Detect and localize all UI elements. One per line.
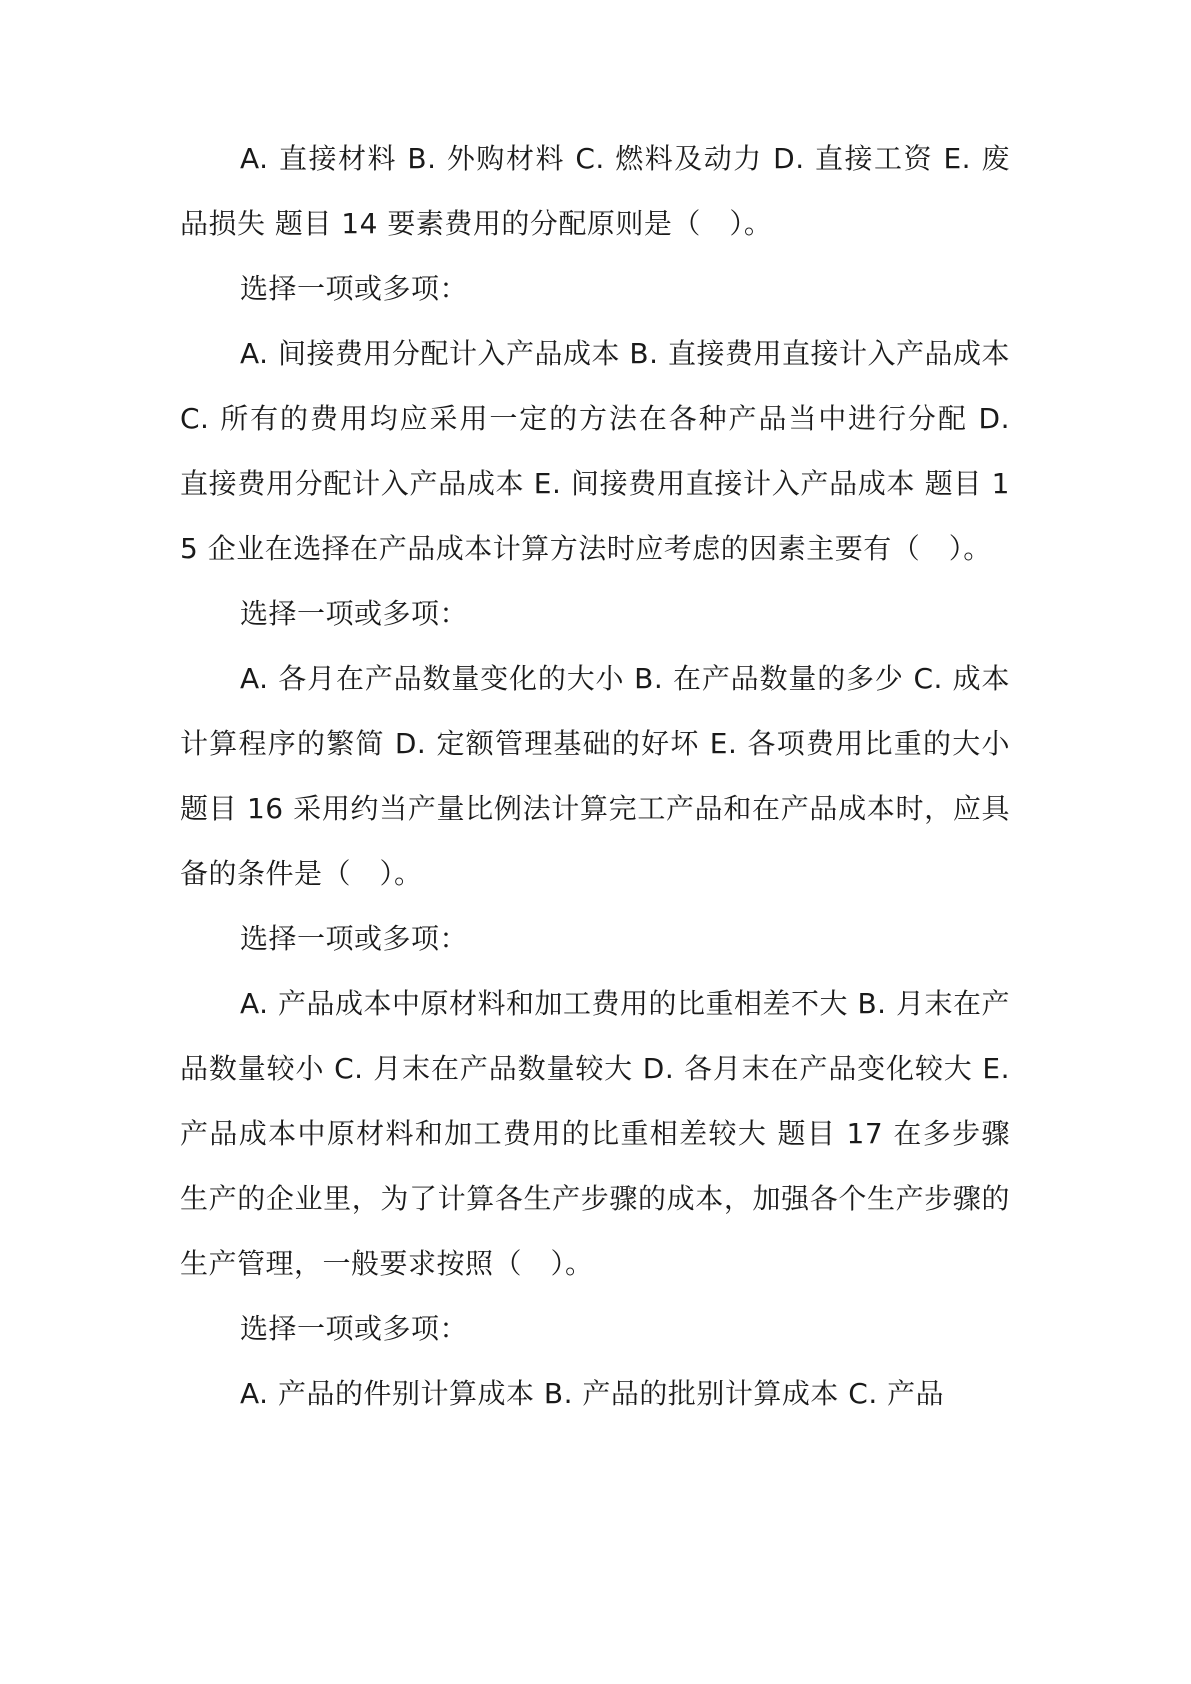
options-q16: A. 产品成本中原材料和加工费用的比重相差不大 B. 月末在产品数量较小 C. 月末在产品数量较大 D. 各月末在产品变化较大 E. 产品成本中原材料和加工费用的比重相差较大 题目 17 在多步骤生产的企业里，为了计算各生产步骤的成本，加强各个生产步骤的生产管理，一般要求按照（ ）。 bbox=[180, 987, 1010, 1280]
select-prompt: 选择一项或多项： bbox=[240, 1312, 469, 1345]
options-q13: A. 直接材料 B. 外购材料 C. 燃料及动力 D. 直接工资 E. 废品损失 题目 14 要素费用的分配原则是（ ）。 bbox=[180, 142, 1010, 240]
select-prompt: 选择一项或多项： bbox=[240, 597, 469, 630]
select-prompt: 选择一项或多项： bbox=[240, 922, 469, 955]
options-q14: A. 间接费用分配计入产品成本 B. 直接费用直接计入产品成本 C. 所有的费用均应采用一定的方法在各种产品当中进行分配 D. 直接费用分配计入产品成本 E. 间接费用直接计入产品成本 题目 15 企业在选择在产品成本计算方法时应考虑的因素主要有（ ）。 bbox=[180, 337, 1010, 565]
options-q17: A. 产品的件别计算成本 B. 产品的批别计算成本 C. 产品 bbox=[240, 1377, 945, 1410]
document-body bbox=[180, 126, 1010, 1426]
options-q15: A. 各月在产品数量变化的大小 B. 在产品数量的多少 C. 成本计算程序的繁简 D. 定额管理基础的好坏 E. 各项费用比重的大小 题目 16 采用约当产量比例法计算完工产品和在产品成本时，应具备的条件是（ ）。 bbox=[180, 662, 1010, 890]
select-prompt: 选择一项或多项： bbox=[240, 272, 469, 305]
